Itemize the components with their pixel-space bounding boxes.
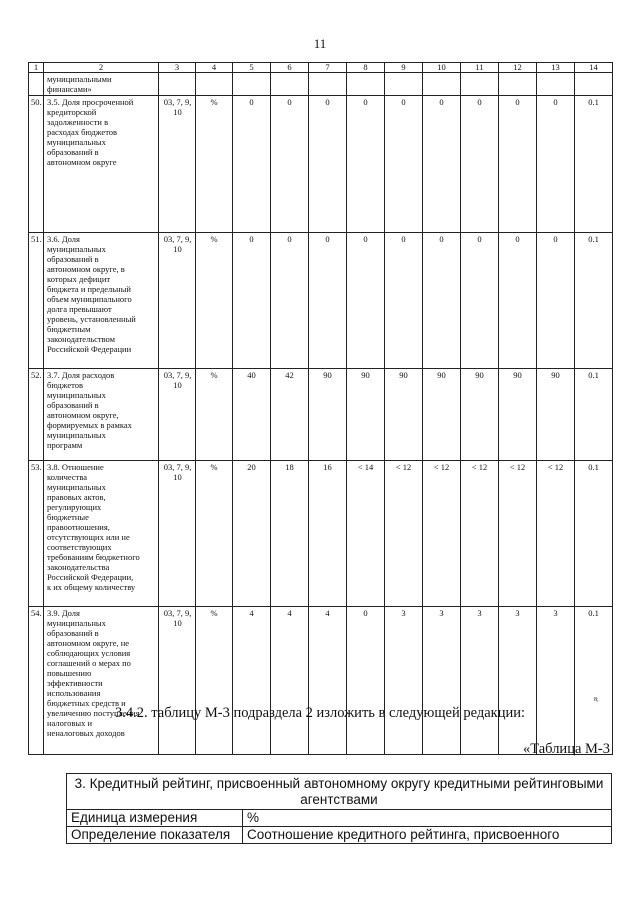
unit-cell: % [196, 461, 233, 607]
amendment-paragraph: 3.4.2. таблицу М-3 подраздела 2 изложить в следующей редакции: [115, 705, 526, 721]
value-cell: 16 [309, 461, 347, 607]
value-cell: 0 [461, 233, 499, 369]
value-cell: < 12 [385, 461, 423, 607]
indicator-name: 3.8. Отношение количества муниципальных правовых актов, регулирующих бюджетные правоотношения, отсутствующих или не соответствующих требованиям бюджетного законодательства Российской Федерации, к их общему количеству [44, 461, 159, 607]
value-cell: 0 [537, 233, 575, 369]
header-cell: 3 [159, 63, 196, 73]
value-cell: 90 [461, 369, 499, 461]
row-number: 52. [29, 369, 44, 461]
value-cell: 0.1 [575, 369, 613, 461]
value-cell: < 12 [423, 461, 461, 607]
table-header-row [29, 63, 613, 73]
m3-definition-label: Определение показателя [67, 827, 243, 844]
page-number: 11 [313, 36, 327, 51]
continuation-cell: муниципальными финансами» [44, 73, 159, 96]
unit-cell: % [196, 96, 233, 233]
value-cell: 90 [499, 369, 537, 461]
margin-mark: 8; [594, 697, 599, 703]
table-row [29, 461, 613, 607]
table-row [29, 233, 613, 369]
value-cell: 0 [385, 96, 423, 233]
header-cell: 13 [537, 63, 575, 73]
value-cell: 0.1 [575, 607, 613, 755]
table-caption: «Таблица М-3 [523, 741, 610, 757]
source-reference: 03, 7, 9, 10 [159, 461, 196, 607]
value-cell: < 12 [461, 461, 499, 607]
table-row-continuation [29, 73, 613, 96]
header-cell: 12 [499, 63, 537, 73]
header-cell: 10 [423, 63, 461, 73]
header-cell: 5 [233, 63, 271, 73]
value-cell: 40 [233, 369, 271, 461]
unit-cell: % [196, 233, 233, 369]
value-cell: 4 [309, 607, 347, 755]
source-reference: 03, 7, 9, 10 [159, 233, 196, 369]
table-m3 [66, 773, 612, 844]
value-cell: 0 [309, 96, 347, 233]
unit-cell: % [196, 369, 233, 461]
value-cell: 0 [499, 233, 537, 369]
value-cell: 3 [423, 607, 461, 755]
value-cell: 0 [347, 607, 385, 755]
value-cell: 0.1 [575, 461, 613, 607]
value-cell: 0 [309, 233, 347, 369]
header-cell: 1 [29, 63, 44, 73]
value-cell: 0 [423, 233, 461, 369]
value-cell: 3 [461, 607, 499, 755]
header-cell: 9 [385, 63, 423, 73]
value-cell: 42 [271, 369, 309, 461]
m3-definition-value: Соотношение кредитного рейтинга, присвоенного [243, 827, 612, 844]
value-cell: 3 [499, 607, 537, 755]
value-cell: 20 [233, 461, 271, 607]
value-cell: 90 [423, 369, 461, 461]
indicator-name: 3.6. Доля муниципальных образований в автономном округе, в которых дефицит бюджета и предельный объем муниципального долга превышают уровень, установленный бюджетным законодательством Российской Федерации [44, 233, 159, 369]
value-cell: 90 [347, 369, 385, 461]
value-cell: 0 [271, 96, 309, 233]
row-number: 50. [29, 96, 44, 233]
m3-unit-value: % [243, 810, 612, 827]
header-cell: 14 [575, 63, 613, 73]
value-cell: 0 [347, 233, 385, 369]
value-cell: 0 [271, 233, 309, 369]
m3-definition-row [67, 827, 612, 844]
indicator-name: 3.7. Доля расходов бюджетов муниципальных образований в автономном округе, формируемых в рамках муниципальных программ [44, 369, 159, 461]
indicator-table [28, 62, 613, 755]
source-reference: 03, 7, 9, 10 [159, 369, 196, 461]
header-cell: 8 [347, 63, 385, 73]
header-cell: 7 [309, 63, 347, 73]
value-cell: 0 [233, 96, 271, 233]
table-row [29, 607, 613, 755]
row-number: 51. [29, 233, 44, 369]
indicator-name: 3.9. Доля муниципальных образований в автономном округе, не соблюдающих условия соглашений о мерах по повышению эффективности использования бюджетных средств и увеличению поступления налоговых и неналоговых доходов [44, 607, 159, 755]
m3-unit-row [67, 810, 612, 827]
value-cell: 4 [233, 607, 271, 755]
header-cell: 2 [44, 63, 159, 73]
value-cell: 0 [499, 96, 537, 233]
value-cell: 0 [385, 233, 423, 369]
row-number: 53. [29, 461, 44, 607]
value-cell: 0 [233, 233, 271, 369]
value-cell: 3 [385, 607, 423, 755]
value-cell: 90 [309, 369, 347, 461]
value-cell: < 12 [499, 461, 537, 607]
value-cell: 0 [537, 96, 575, 233]
value-cell: 0.1 [575, 96, 613, 233]
value-cell: 3 [537, 607, 575, 755]
header-cell: 11 [461, 63, 499, 73]
value-cell: < 12 [537, 461, 575, 607]
m3-title: 3. Кредитный рейтинг, присвоенный автономному округу кредитными рейтинговыми агентствами [67, 774, 612, 810]
header-cell: 6 [271, 63, 309, 73]
row-number: 54. [29, 607, 44, 755]
m3-unit-label: Единица измерения [67, 810, 243, 827]
header-cell: 4 [196, 63, 233, 73]
value-cell: 0 [423, 96, 461, 233]
indicator-name: 3.5. Доля просроченной кредиторской задолженности в расходах бюджетов муниципальных образований в автономном округе [44, 96, 159, 233]
value-cell: < 14 [347, 461, 385, 607]
table-row [29, 369, 613, 461]
value-cell: 90 [385, 369, 423, 461]
m3-title-row [67, 774, 612, 810]
unit-cell: % [196, 607, 233, 755]
value-cell: 0.1 [575, 233, 613, 369]
value-cell: 0 [347, 96, 385, 233]
value-cell: 18 [271, 461, 309, 607]
source-reference: 03, 7, 9, 10 [159, 607, 196, 755]
value-cell: 4 [271, 607, 309, 755]
source-reference: 03, 7, 9, 10 [159, 96, 196, 233]
value-cell: 90 [537, 369, 575, 461]
value-cell: 0 [461, 96, 499, 233]
table-row [29, 96, 613, 233]
